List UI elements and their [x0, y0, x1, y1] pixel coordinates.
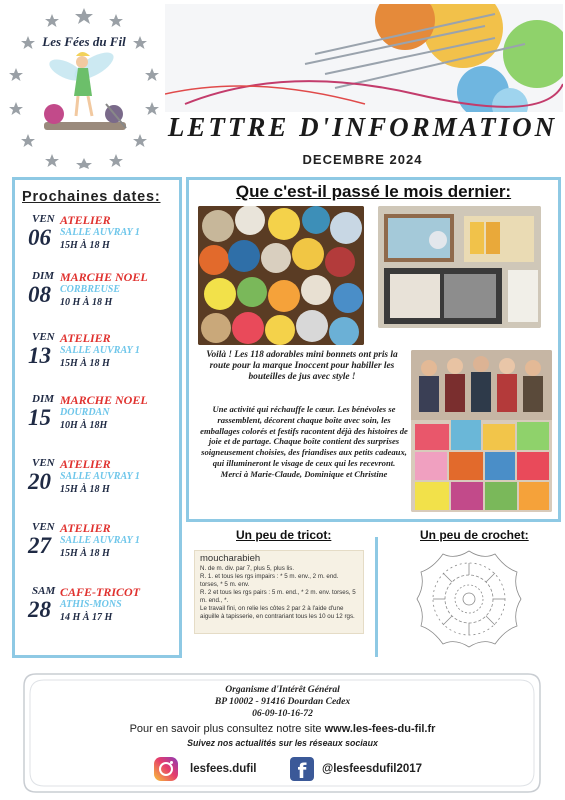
website-prefix: Pour en savoir plus consultez notre site — [129, 723, 325, 735]
website-link[interactable]: www.les-fees-du-fil.fr — [324, 723, 436, 735]
website-line — [40, 723, 525, 735]
facebook-icon[interactable]: f — [290, 757, 314, 781]
event-date: 08 — [28, 282, 51, 307]
event-day: DIM — [32, 393, 55, 405]
instagram-icon[interactable] — [154, 757, 178, 781]
event-date: 15 — [28, 405, 51, 430]
thanks-text: Merci à Marie-Claude, Dominique et Christine — [220, 468, 388, 479]
page-title: LETTRE D'INFORMATION — [167, 112, 558, 142]
event-time: 15H À 18 H — [60, 358, 110, 369]
pattern-line: N. de m. div. par 7, plus 5, plus lis. — [200, 565, 295, 572]
event-day: VEN — [32, 331, 55, 343]
boxes-caption — [197, 404, 411, 480]
dates-heading: Prochaines dates: — [22, 189, 161, 205]
org-phone: 06-09-10-16-72 — [252, 708, 313, 719]
crochet-heading: Un peu de crochet: — [420, 528, 529, 542]
volunteers-photo — [411, 350, 552, 512]
event-day: VEN — [32, 213, 55, 225]
boxes-photo — [378, 206, 541, 328]
event-activity: ATELIER — [60, 457, 111, 471]
divider — [375, 537, 378, 657]
event-location: CORBREUSE — [60, 284, 121, 295]
tricot-heading: Un peu de tricot: — [236, 528, 332, 542]
month-label: DECEMBRE 2024 — [302, 152, 423, 167]
event-day: VEN — [32, 521, 55, 533]
event-activity: ATELIER — [60, 213, 111, 227]
event-location: SALLE AUVRAY 1 — [60, 535, 140, 546]
event-time: 15H À 18 H — [60, 548, 110, 559]
event-date: 27 — [28, 533, 51, 558]
org-name: Organisme d'Intérêt Général — [225, 684, 340, 695]
pattern-line: R. 1. et tous les rgs impairs : * 5 m. env., 2 m. end. torses, * 5 m. env. — [200, 573, 339, 588]
event-location: ATHIS-MONS — [60, 599, 122, 610]
instagram-handle[interactable]: lesfees.dufil — [190, 763, 257, 775]
event-date: 20 — [28, 469, 51, 494]
event-date: 06 — [28, 225, 51, 250]
event-time: 15H À 18 H — [60, 484, 110, 495]
event-time: 10H À 18H — [60, 420, 108, 431]
yarn-banner-image — [165, 4, 563, 112]
crochet-diagram — [413, 540, 525, 658]
event-time: 10 H À 18 H — [60, 297, 113, 308]
logo-text: Les Fées du Fil — [42, 34, 126, 49]
pattern-name: moucharabieh — [200, 553, 261, 564]
hats-photo — [198, 206, 364, 345]
logo — [6, 4, 162, 169]
event-activity: ATELIER — [60, 521, 111, 535]
event-location: SALLE AUVRAY 1 — [60, 345, 140, 356]
hats-caption: Voilà ! Les 118 adorables mini bonnets ont pris la route pour la marque Inoccent pour habiller les bouteilles de jus avec style ! — [206, 350, 398, 382]
tricot-pattern — [194, 550, 364, 634]
org-info — [40, 684, 525, 720]
event-date: 28 — [28, 597, 51, 622]
facebook-handle[interactable]: @lesfeesdufil2017 — [322, 763, 423, 775]
event-day: SAM — [32, 585, 56, 597]
event-time: 15H À 18 H — [60, 240, 110, 251]
event-date: 13 — [28, 343, 51, 368]
event-activity: CAFE-TRICOT — [60, 585, 141, 599]
pattern-line: Le travail fini, on relie les côtes 2 par 2 à l'aide d'une aiguille à tapisserie, en contrariant tous les 10 ou 12 rgs. — [200, 605, 355, 620]
event-day: DIM — [32, 270, 55, 282]
event-location: SALLE AUVRAY 1 — [60, 471, 140, 482]
star-icon — [75, 8, 93, 24]
follow-text: Suivez nos actualités sur les réseaux sociaux — [187, 738, 378, 748]
org-address: BP 10002 - 91416 Dourdan Cedex — [214, 696, 351, 707]
event-day: VEN — [32, 457, 55, 469]
recap-heading: Que c'est-il passé le mois dernier: — [235, 182, 512, 201]
event-activity: MARCHE NOEL — [60, 270, 148, 284]
event-location: SALLE AUVRAY 1 — [60, 227, 140, 238]
pattern-line: R. 2 et tous les rgs pairs : 5 m. end., * 2 m. env. torses, 5 m. end., *. — [200, 589, 356, 604]
event-activity: ATELIER — [60, 331, 111, 345]
event-time: 14 H À 17 H — [60, 612, 113, 623]
boxes-text: Une activité qui réchauffe le cœur. Les bénévoles se rassemblent, décorent chaque boîte avec soin, les emballages colorés et festifs racontent déjà des histoires de joie et de partage. Chaque boîte contient des surprises soigneusement choisies, des friandises aux petits cadeaux, qui illumineront le visage de ceux qui les recevront. — [200, 404, 408, 468]
event-activity: MARCHE NOEL — [60, 393, 148, 407]
event-location: DOURDAN — [60, 407, 110, 418]
